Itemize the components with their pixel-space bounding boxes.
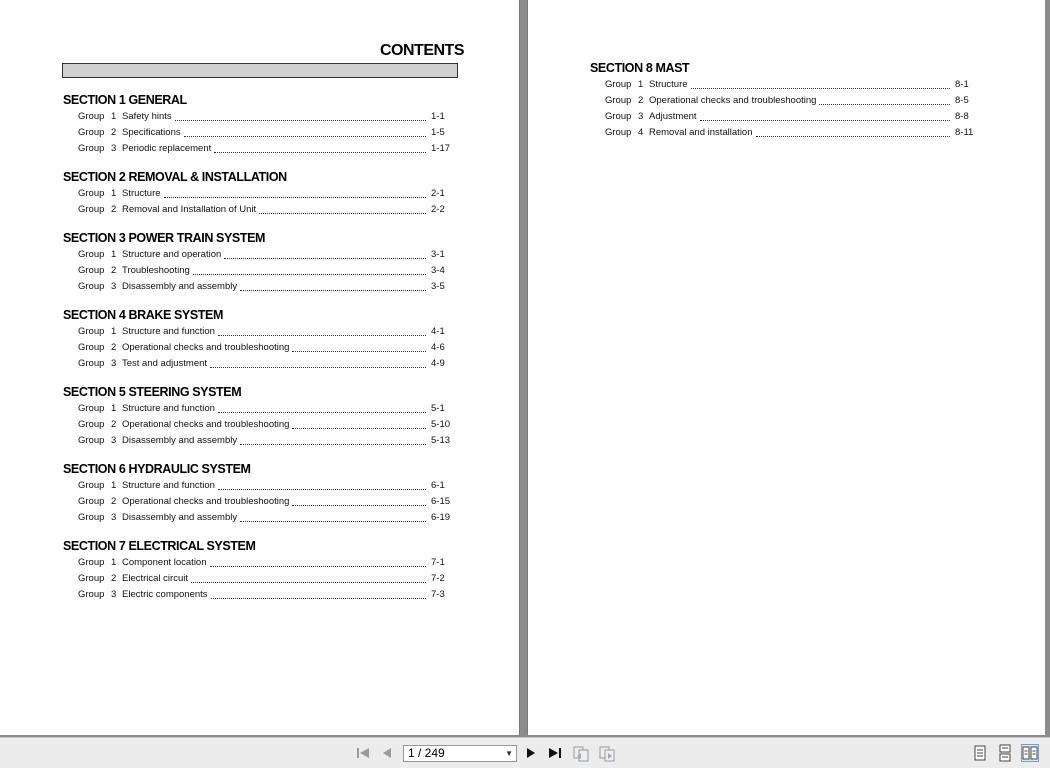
toc-entry[interactable]: [78, 125, 454, 141]
toc-entry[interactable]: [78, 494, 454, 510]
group-label: Group: [605, 79, 632, 90]
group-list: [78, 478, 454, 526]
group-title: Specifications: [122, 127, 181, 138]
page-reference: 3-4: [431, 265, 445, 276]
group-list: [78, 555, 454, 603]
page-reference: 8-11: [955, 127, 974, 138]
dot-leader: [175, 120, 426, 121]
last-page-icon[interactable]: [548, 746, 562, 763]
dot-leader: [691, 88, 950, 89]
group-title: Operational checks and troubleshooting: [122, 496, 290, 507]
page-reference: 8-1: [955, 79, 969, 90]
group-title: Operational checks and troubleshooting: [649, 95, 817, 106]
toc-entry[interactable]: [78, 324, 454, 340]
group-title: Structure: [122, 188, 161, 199]
group-number: 1: [111, 111, 117, 122]
group-number: 3: [111, 281, 117, 292]
toc-entry[interactable]: [78, 340, 454, 356]
dot-leader: [164, 197, 426, 198]
page-reference: 2-2: [431, 204, 445, 215]
group-label: Group: [78, 326, 105, 337]
group-number: 1: [111, 188, 117, 199]
section-title[interactable]: SECTION 6 HYDRAULIC SYSTEM: [63, 462, 251, 476]
group-title: Periodic replacement: [122, 143, 212, 154]
page-number-field[interactable]: [403, 745, 517, 762]
group-label: Group: [78, 403, 105, 414]
group-label: Group: [605, 127, 632, 138]
group-title: Safety hints: [122, 111, 172, 122]
group-title: Disassembly and assembly: [122, 512, 238, 523]
right-page: [527, 0, 1045, 735]
group-label: Group: [605, 111, 632, 122]
page-reference: 7-1: [431, 557, 445, 568]
group-number: 2: [111, 496, 117, 507]
section-title[interactable]: SECTION 7 ELECTRICAL SYSTEM: [63, 539, 256, 553]
group-title: Operational checks and troubleshooting: [122, 342, 290, 353]
chevron-down-icon[interactable]: ▼: [505, 749, 513, 758]
group-label: Group: [78, 204, 105, 215]
toc-entry[interactable]: [78, 478, 454, 494]
page-reference: 1-1: [431, 111, 445, 122]
group-label: Group: [78, 265, 105, 276]
page-reference: 3-1: [431, 249, 445, 260]
group-list: [78, 401, 454, 449]
group-number: 3: [111, 589, 117, 600]
group-number: 2: [111, 573, 117, 584]
group-number: 1: [111, 403, 117, 414]
toc-entry[interactable]: [605, 125, 978, 141]
page-reference: 8-8: [955, 111, 969, 122]
group-title: Structure and function: [122, 403, 215, 414]
page-indicator: 1 / 249: [408, 746, 445, 760]
group-title: Test and adjustment: [122, 358, 208, 369]
dot-leader: [292, 351, 426, 352]
page-reference: 1-5: [431, 127, 445, 138]
group-title: Disassembly and assembly: [122, 281, 238, 292]
group-title: Structure and operation: [122, 249, 222, 260]
dot-leader: [292, 428, 426, 429]
dot-leader: [193, 274, 426, 275]
dot-leader: [224, 258, 426, 259]
dot-leader: [700, 120, 950, 121]
toc-entry[interactable]: [78, 510, 454, 526]
page-reference: 4-6: [431, 342, 445, 353]
dot-leader: [184, 136, 426, 137]
previous-view-icon[interactable]: [573, 746, 589, 765]
section-title[interactable]: SECTION 8 MAST: [590, 61, 690, 75]
group-title: Troubleshooting: [122, 265, 190, 276]
toc-entry[interactable]: [78, 247, 454, 263]
dot-leader: [240, 290, 426, 291]
dot-leader: [210, 566, 427, 567]
toc-entry[interactable]: [605, 93, 978, 109]
viewer-toolbar: [0, 737, 1050, 768]
section-title[interactable]: SECTION 5 STEERING SYSTEM: [63, 385, 242, 399]
page-reference: 5-1: [431, 403, 445, 414]
group-title: Structure: [649, 79, 688, 90]
group-number: 1: [111, 480, 117, 491]
title-rule-bar: [62, 63, 458, 78]
toc-section: [63, 168, 454, 218]
group-list: [78, 186, 454, 218]
group-label: Group: [78, 143, 105, 154]
left-page: [0, 0, 520, 735]
contents-title: CONTENTS: [380, 42, 464, 59]
toc-section: [63, 537, 454, 603]
page-reference: 6-1: [431, 480, 445, 491]
group-label: Group: [78, 281, 105, 292]
dot-leader: [756, 136, 950, 137]
group-label: Group: [605, 95, 632, 106]
dot-leader: [240, 521, 426, 522]
group-number: 2: [111, 342, 117, 353]
single-page-view-icon[interactable]: [971, 744, 989, 762]
group-label: Group: [78, 111, 105, 122]
group-list: [78, 247, 454, 295]
group-label: Group: [78, 512, 105, 523]
group-title: Structure and function: [122, 480, 215, 491]
section-title[interactable]: SECTION 1 GENERAL: [63, 93, 187, 107]
group-title: Structure and function: [122, 326, 215, 337]
dot-leader: [218, 489, 426, 490]
section-title[interactable]: SECTION 4 BRAKE SYSTEM: [63, 308, 223, 322]
toc-entry[interactable]: [78, 571, 454, 587]
page-reference: 7-3: [431, 589, 445, 600]
group-title: Adjustment: [649, 111, 697, 122]
group-number: 4: [638, 127, 644, 138]
group-label: Group: [78, 188, 105, 199]
group-label: Group: [78, 557, 105, 568]
next-page-icon[interactable]: [525, 746, 537, 763]
page-reference: 5-13: [431, 435, 451, 446]
group-title: Component location: [122, 557, 207, 568]
toc-entry[interactable]: [78, 401, 454, 417]
page-reference: 2-1: [431, 188, 445, 199]
toc-entry[interactable]: [78, 186, 454, 202]
dot-leader: [211, 598, 426, 599]
group-number: 3: [111, 358, 117, 369]
toc-section: [63, 383, 454, 449]
page-reference: 7-2: [431, 573, 445, 584]
group-label: Group: [78, 480, 105, 491]
section-title[interactable]: SECTION 2 REMOVAL & INSTALLATION: [63, 170, 287, 184]
group-number: 1: [638, 79, 644, 90]
first-page-icon[interactable]: [356, 746, 370, 763]
toc-entry[interactable]: [78, 263, 454, 279]
toc-entry[interactable]: [78, 417, 454, 433]
dot-leader: [218, 335, 426, 336]
group-list: [78, 109, 454, 157]
group-label: Group: [78, 342, 105, 353]
group-title: Disassembly and assembly: [122, 435, 238, 446]
toc-entry[interactable]: [78, 555, 454, 571]
toc-section: [590, 59, 978, 141]
group-list: [78, 324, 454, 372]
toc-entry[interactable]: [78, 356, 454, 372]
page-reference: 8-5: [955, 95, 969, 106]
group-title: Electric components: [122, 589, 208, 600]
group-number: 3: [111, 512, 117, 523]
toc-entry[interactable]: [605, 109, 978, 125]
dot-leader: [292, 505, 426, 506]
group-number: 1: [111, 249, 117, 260]
dot-leader: [240, 444, 426, 445]
next-view-icon[interactable]: [599, 746, 615, 765]
group-number: 2: [111, 127, 117, 138]
group-title: Operational checks and troubleshooting: [122, 419, 290, 430]
group-number: 2: [111, 419, 117, 430]
group-number: 2: [638, 95, 644, 106]
toc-section: [63, 460, 454, 526]
group-list: [605, 77, 978, 141]
facing-pages-view-icon[interactable]: [1021, 744, 1039, 762]
group-number: 3: [638, 111, 644, 122]
group-label: Group: [78, 127, 105, 138]
group-label: Group: [78, 419, 105, 430]
toc-section: [63, 306, 454, 372]
page-reference: 6-15: [431, 496, 451, 507]
toc-entry[interactable]: [78, 109, 454, 125]
page-reference: 6-19: [431, 512, 451, 523]
toc-entry[interactable]: [78, 587, 454, 603]
group-title: Electrical circuit: [122, 573, 188, 584]
dot-leader: [191, 582, 426, 583]
toc-section: [63, 91, 454, 157]
toc-entry[interactable]: [78, 433, 454, 449]
toc-entry[interactable]: [78, 141, 454, 157]
group-number: 3: [111, 435, 117, 446]
dot-leader: [259, 213, 426, 214]
group-label: Group: [78, 496, 105, 507]
dot-leader: [214, 152, 426, 153]
group-label: Group: [78, 589, 105, 600]
group-label: Group: [78, 249, 105, 260]
continuous-view-icon[interactable]: [996, 744, 1014, 762]
dot-leader: [218, 412, 426, 413]
dot-leader: [819, 104, 950, 105]
page-reference: 3-5: [431, 281, 445, 292]
group-title: Removal and installation: [649, 127, 753, 138]
group-number: 1: [111, 557, 117, 568]
group-label: Group: [78, 573, 105, 584]
page-reference: 1-17: [431, 143, 451, 154]
group-title: Removal and Installation of Unit: [122, 204, 257, 215]
group-label: Group: [78, 358, 105, 369]
section-title[interactable]: SECTION 3 POWER TRAIN SYSTEM: [63, 231, 266, 245]
group-label: Group: [78, 435, 105, 446]
toc-entry[interactable]: [78, 202, 454, 218]
group-number: 2: [111, 204, 117, 215]
dot-leader: [210, 367, 426, 368]
toc-entry[interactable]: [605, 77, 978, 93]
page-reference: 4-9: [431, 358, 445, 369]
group-number: 3: [111, 143, 117, 154]
toc-entry[interactable]: [78, 279, 454, 295]
group-number: 1: [111, 326, 117, 337]
page-reference: 4-1: [431, 326, 445, 337]
toc-section: [63, 229, 454, 295]
group-number: 2: [111, 265, 117, 276]
page-reference: 5-10: [431, 419, 451, 430]
previous-page-icon[interactable]: [381, 746, 393, 763]
